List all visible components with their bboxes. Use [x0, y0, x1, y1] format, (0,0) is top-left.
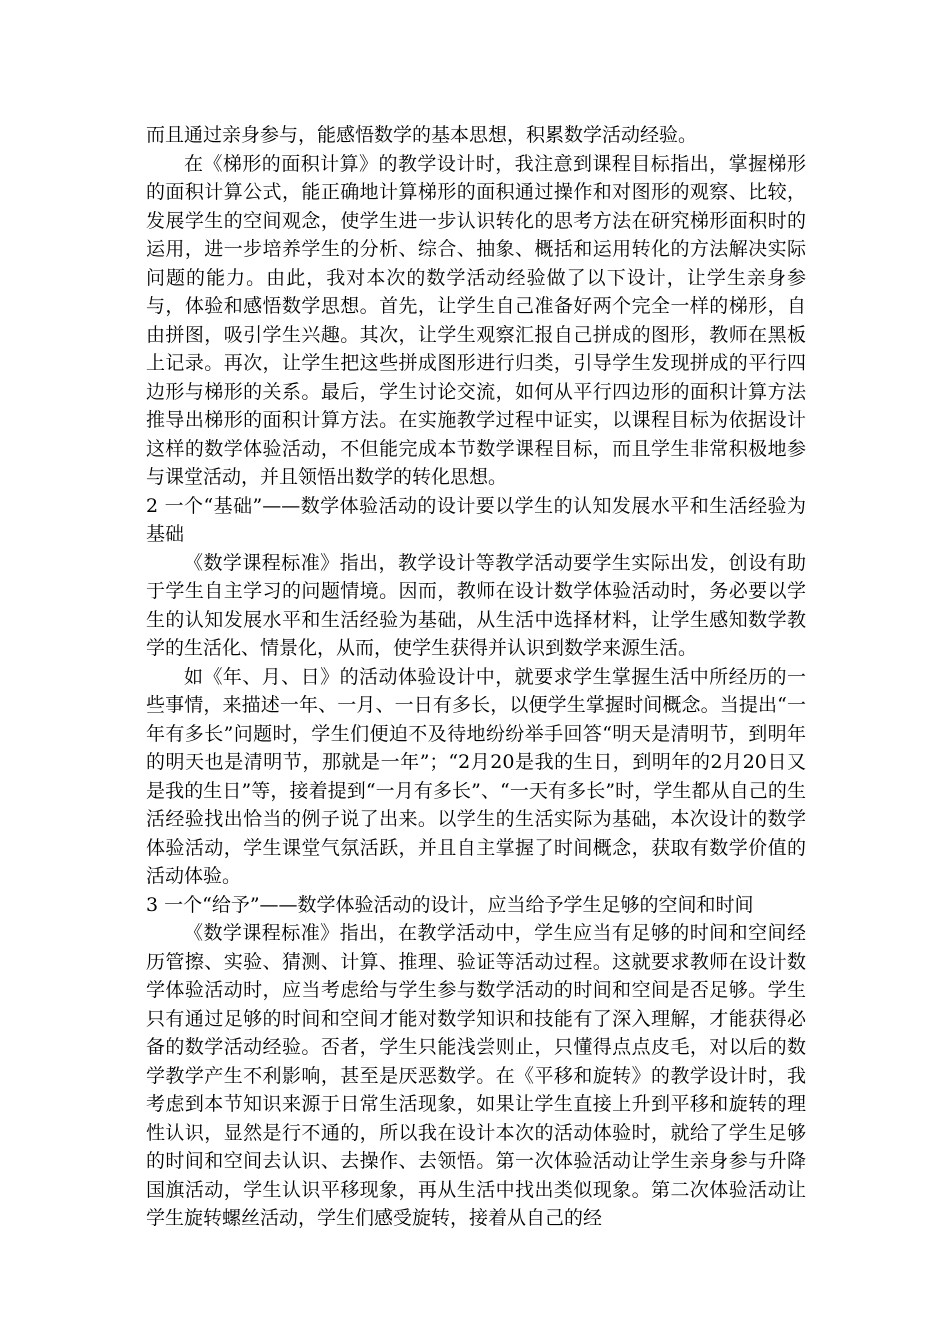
section-heading-3: 3 一个“给予”——数学体验活动的设计，应当给予学生足够的空间和时间 — [146, 893, 754, 916]
section-heading-2: 2 一个“基础”——数学体验活动的设计要以学生的认知发展水平和生活经验为基础 — [146, 494, 806, 545]
paragraph-time-and-space: 《数学课程标准》指出，在教学活动中，学生应当有足够的时间和空间经历管擦、实验、猜测、计算、推理、验证等活动过程。这就要求教师在设计数学体验活动时，应当考虑给与学生参与数学活动的时间和空间是否足够。学生只有通过足够的时间和空间才能对数学知识和技能有了深入理解，才能获得必备的数学活动经验。否者，学生只能浅尝则止，只懂得点点皮毛，对以后的数学教学产生不利影响，甚至是厌恶数学。在《平移和旋转》的教学设计时，我考虑到本节知识来源于日常生活现象，如果让学生直接上升到平移和旋转的理性认识，显然是行不通的，所以我在设计本次的活动体验时，就给了学生足够的时间和空间去认识、去操作、去领悟。第一次体验活动让学生亲身参与升降国旗活动，学生认识平移现象，再从生活中找出类似现象。第二次体验活动让学生旋转螺丝活动，学生们感受旋转，接着从自己的经 — [146, 922, 806, 1229]
document-body — [146, 121, 806, 1233]
paragraph-continuation: 而且通过亲身参与，能感悟数学的基本思想，积累数学活动经验。 — [146, 124, 698, 146]
paragraph-curriculum-standard: 《数学课程标准》指出，教学设计等教学活动要学生实际出发，创设有助于学生自主学习的问题情境。因而，教师在设计数学体验活动时，务必要以学生的认知发展水平和生活经验为基础，从生活中选择材料，让学生感知数学教学的生活化、情景化，从而，使学生获得并认识到数学来源生活。 — [146, 551, 806, 659]
paragraph-year-month-day: 如《年、月、日》的活动体验设计中，就要求学生掌握生活中所经历的一些事情，来描述一年、一月、一日有多长，以便学生掌握时间概念。当提出“一年有多长”问题时，学生们便迫不及待地纷纷举手回答“明天是清明节，到明年的明天也是清明节，那就是一年”；“2月20是我的生日，到明年的2月20日又是我的生日”等，接着提到“一月有多长”、“一天有多长”时，学生都从自己的生活经验找出恰当的例子说了出来。以学生的生活实际为基础，本次设计的数学体验活动，学生课堂气氛活跃，并且自主掌握了时间概念，获取有数学价值的活动体验。 — [146, 665, 806, 887]
paragraph-trapezoid-area: 在《梯形的面积计算》的教学设计时，我注意到课程目标指出，掌握梯形的面积计算公式，能正确地计算梯形的面积通过操作和对图形的观察、比较，发展学生的空间观念，使学生进一步认识转化的思考方法在研究梯形面积时的运用，进一步培养学生的分析、综合、抽象、概括和运用转化的方法解决实际问题的能力。由此，我对本次的数学活动经验做了以下设计，让学生亲身参与，体验和感悟数学思想。首先，让学生自己准备好两个完全一样的梯形，自由拼图，吸引学生兴趣。其次，让学生观察汇报自己拼成的图形，教师在黑板上记录。再次，让学生把这些拼成图形进行归类，引导学生发现拼成的平行四边形与梯形的关系。最后，学生讨论交流，如何从平行四边形的面积计算方法推导出梯形的面积计算方法。在实施教学过程中证实，以课程目标为依据设计这样的数学体验活动，不但能完成本节数学课程目标，而且学生非常积极地参与课堂活动，并且领悟出数学的转化思想。 — [146, 152, 806, 488]
